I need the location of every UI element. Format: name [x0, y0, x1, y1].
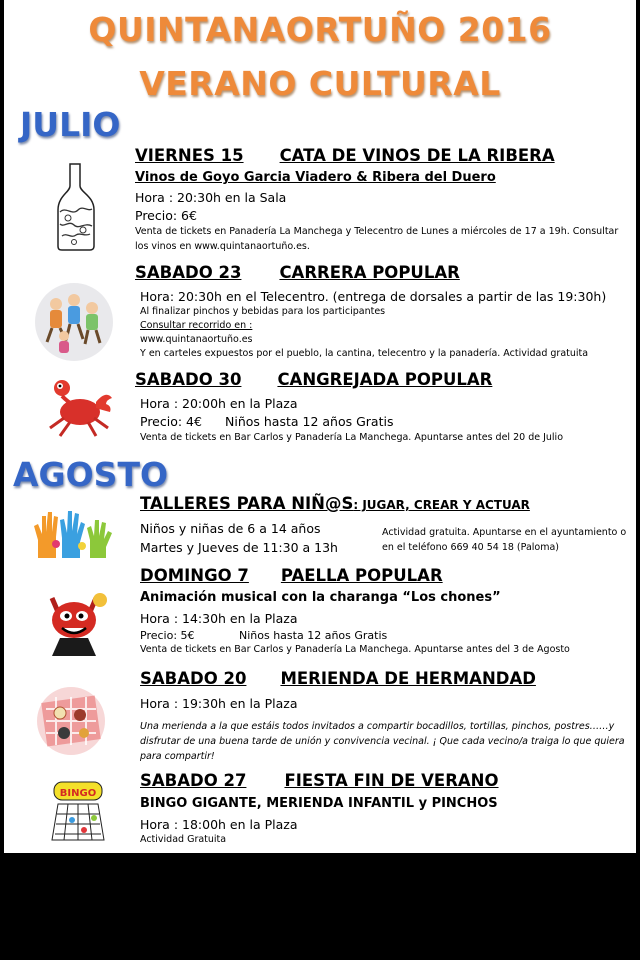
event-workshop-age: Niños y niñas de 6 a 14 años [140, 521, 321, 536]
devil-mascot-icon [38, 588, 110, 658]
event-workshop-name: TALLERES PARA NIÑ@S [140, 494, 354, 513]
event-party-subtitle: BINGO GIGANTE, MERIENDA INFANTIL y PINCHOS [140, 796, 498, 811]
event-crab-date: SABADO 30 [135, 370, 242, 389]
month-heading-august: AGOSTO [13, 455, 169, 494]
event-crab-name: CANGREJADA POPULAR [277, 370, 493, 389]
event-race-name: CARRERA POPULAR [279, 263, 460, 282]
event-wine-heading [135, 146, 555, 165]
event-wine-name: CATA DE VINOS DE LA RIBERA [279, 146, 555, 165]
event-wine-time: Hora : 20:30h en la Sala [135, 190, 287, 205]
event-crab-heading [135, 370, 492, 389]
event-workshop-note-2: en el teléfono 669 40 54 18 (Paloma) [382, 542, 559, 553]
event-snack-desc-3: para compartir! [140, 751, 215, 762]
event-wine-subtitle: Vinos de Goyo Garcia Viadero & Ribera del Duero [135, 170, 496, 185]
event-paella-time: Hora : 14:30h en la Plaza [140, 611, 298, 626]
event-workshop-days: Martes y Jueves de 11:30 a 13h [140, 540, 338, 555]
event-paella-heading [140, 566, 443, 585]
poster-title-line1: QUINTANAORTUÑO 2016 [88, 10, 552, 49]
event-workshop-heading [140, 494, 530, 513]
event-snack-desc-1: Una merienda a la que estáis todos invitados a compartir bocadillos, tortillas, pinchos, postres……y [140, 721, 615, 732]
event-crab-time: Hora : 20:00h en la Plaza [140, 396, 298, 411]
runners-icon [34, 282, 114, 362]
event-paella-kids: Niños hasta 12 años Gratis [239, 629, 388, 642]
event-crab-price: Precio: 4€ [140, 414, 202, 429]
bingo-card-icon [50, 780, 106, 844]
event-wine-date: VIERNES 15 [135, 146, 244, 165]
event-snack-desc-2: disfrutar de una buena tarde de unión y convivencia vecinal. ¡ Que cada vecino/a traiga lo que quiera [140, 736, 625, 747]
crab-icon [40, 372, 116, 442]
event-snack-time: Hora : 19:30h en la Plaza [140, 696, 298, 711]
event-paella-note: Venta de tickets en Bar Carlos y Panadería La Manchega. Apuntarse antes del 3 de Agosto [140, 644, 570, 655]
event-paella-subtitle: Animación musical con la charanga “Los chones” [140, 590, 501, 605]
event-party-heading [140, 771, 499, 790]
event-race-line1: Al finalizar pinchos y bebidas para los participantes [140, 306, 386, 317]
event-paella-name: PAELLA POPULAR [280, 566, 443, 585]
event-wine-price: Precio: 6€ [135, 208, 197, 223]
bingo-logo-text: BINGO [59, 788, 97, 799]
wine-bottle-icon [50, 162, 102, 252]
event-workshop-note-1: Actividad gratuita. Apuntarse en el ayuntamiento o [382, 527, 627, 538]
event-crab-note: Venta de tickets en Bar Carlos y Panadería La Manchega. Apuntarse antes del 20 de Julio [140, 432, 564, 443]
event-crab-kids: Niños hasta 12 años Gratis [225, 414, 394, 429]
event-snack-heading [140, 669, 536, 688]
event-paella-date: DOMINGO 7 [140, 566, 249, 585]
event-paella-price: Precio: 5€ [140, 629, 195, 642]
event-snack-date: SABADO 20 [140, 669, 247, 688]
picnic-table-icon [34, 685, 108, 757]
event-party-note: Actividad Gratuita [140, 834, 227, 845]
event-race-time: Hora: 20:30h en el Telecentro. (entrega de dorsales a partir de las 19:30h) [140, 289, 607, 304]
poster-page [4, 0, 636, 853]
event-race-date: SABADO 23 [135, 263, 242, 282]
month-heading-july: JULIO [20, 105, 121, 144]
painted-hands-icon [32, 500, 116, 558]
event-wine-note-2: los vinos en www.quintanaortuño.es. [135, 241, 310, 252]
event-party-name: FIESTA FIN DE VERANO [284, 771, 499, 790]
event-snack-name: MERIENDA DE HERMANDAD [280, 669, 536, 688]
event-race-route-label: Consultar recorrido en : [140, 320, 253, 331]
event-workshop-suffix: : JUGAR, CREAR Y ACTUAR [353, 498, 530, 512]
event-race-heading [135, 263, 460, 282]
poster-title-line2: VERANO CULTURAL [139, 64, 501, 103]
event-party-time: Hora : 18:00h en la Plaza [140, 817, 298, 832]
event-party-date: SABADO 27 [140, 771, 247, 790]
event-race-website: www.quintanaortuño.es [140, 334, 253, 345]
event-race-line4: Y en carteles expuestos por el pueblo, la cantina, telecentro y la panadería. Actividad gratuita [140, 348, 589, 359]
event-wine-note-1: Venta de tickets en Panadería La Manchega y Telecentro de Lunes a miércoles de 17 a 19h. Consultar [135, 226, 619, 237]
